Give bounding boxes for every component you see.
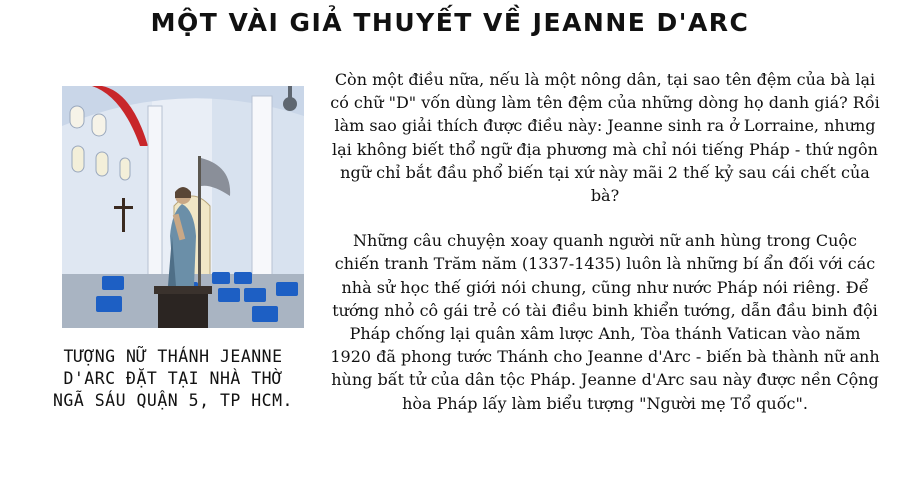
church-interior-illustration	[62, 86, 304, 328]
caption-line: D'ARC ĐẶT TẠI NHÀ THỜ	[63, 369, 283, 388]
caption-line: TƯỢNG NỮ THÁNH JEANNE	[63, 347, 283, 366]
paragraph: Những câu chuyện xoay quanh người nữ anh hùng trong Cuộc chiến tranh Trăm năm (1337-1435) luôn là những bí ẩn đối với các nhà sử học thế giới nói chung, cũng như nước Pháp nói riêng. Để tướng nhỏ cô gái trẻ có tài điều binh khiển tướng, dẫn đầu binh đội Pháp chống lại quân xâm lược Anh, Tòa thánh Vatican vào năm 1920 đã phong tước Thánh cho Jeanne d'Arc - biến bà thành nữ anh hùng bất tử của dân tộc Pháp. Jeanne d'Arc sau này được nền Cộng hòa Pháp lấy làm biểu tượng "Người mẹ Tổ quốc".	[330, 231, 880, 413]
caption-line: NGÃ SÁU QUẬN 5, TP HCM.	[53, 391, 293, 410]
article-body	[330, 68, 880, 415]
page-title: MỘT VÀI GIẢ THUYẾT VỀ JEANNE D'ARC	[150, 8, 750, 37]
photo-caption	[28, 346, 318, 412]
paragraph: Còn một điều nữa, nếu là một nông dân, tại sao tên đệm của bà lại có chữ "D" vốn dùng làm tên đệm của những dòng họ danh giá? Rồi làm sao giải thích được điều này: Jeanne sinh ra ở Lorraine, nhưng lại không biết thổ ngữ địa phương mà chỉ nói tiếng Pháp - thứ ngôn ngữ chỉ bắt đầu phổ biến tại xứ này mãi 2 thế kỷ sau cái chết của bà?	[330, 70, 880, 206]
statue-photo	[62, 86, 304, 328]
